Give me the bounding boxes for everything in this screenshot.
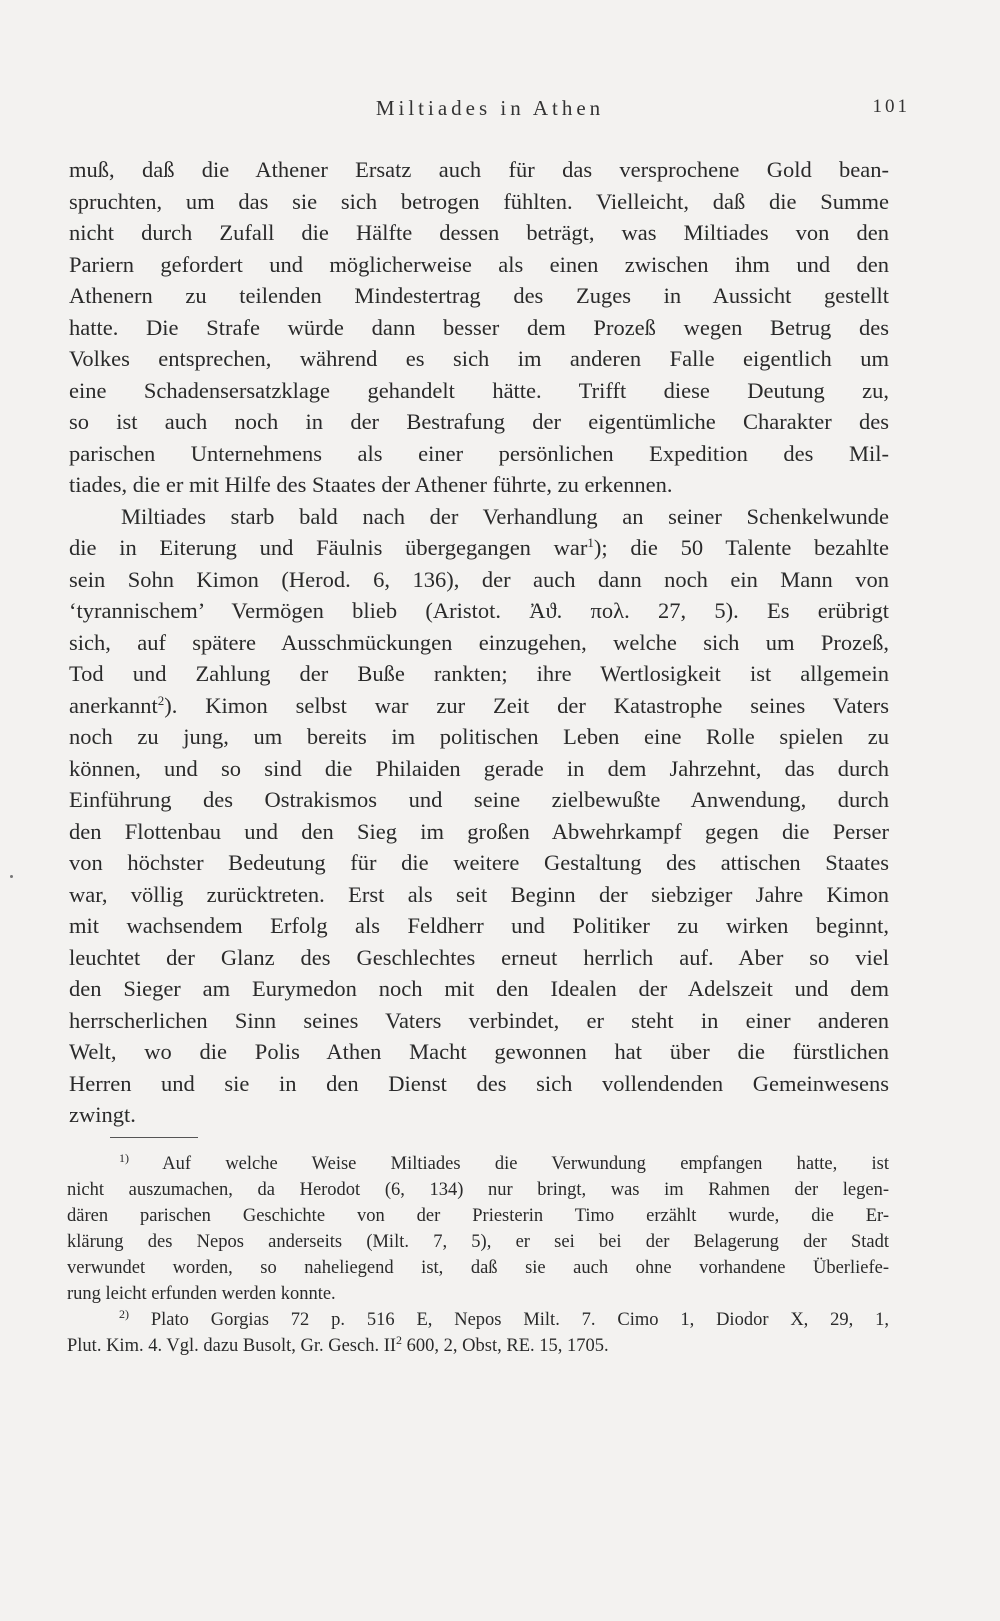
superscript: 2 [396,1333,403,1347]
text-line: Athenern zu teilenden Mindestertrag des Zuges in Aussicht gestellt [69,283,889,308]
text-line: den Sieger am Eurymedon noch mit den Idealen der Adelszeit und dem [69,976,889,1001]
text-line: sich, auf spätere Ausschmückungen einzugehen, welche sich um Prozeß, [69,629,889,655]
text-line: leuchtet der Glanz des Geschlechtes erneut herrlich auf. Aber so viel [69,944,889,970]
text-line: mit wachsendem Erfolg als Feldherr und Politiker zu wirken beginnt, [69,913,889,938]
footnotes [67,1151,889,1359]
text-line: hatte. Die Strafe würde dann besser dem Prozeß wegen Betrug des [69,314,889,340]
text-line: ‘tyrannischem’ Vermögen blieb (Aristot. Ἀϑ. πολ. 27, 5). Es erübrigt [69,598,889,623]
footnote-ref: 1 [587,535,594,550]
footnote-2 [67,1307,889,1333]
text-line: war, völlig zurücktreten. Erst als seit Beginn der siebziger Jahre Kimon [69,881,889,907]
text-line [69,532,889,564]
scan-speck [10,875,13,878]
text-line: so ist auch noch in der Bestrafung der eigentümliche Charakter des [69,409,889,434]
text-line: sein Sohn Kimon (Herod. 6, 136), der auch dann noch ein Mann von [69,566,889,592]
page-number: 101 [872,96,910,117]
footnote-line: verwundet worden, so naheliegend ist, daß sie auch ohne vorhandene Überliefe- [67,1258,889,1278]
text-fragment: Auf welche Weise Miltiades die Verwundung empfangen hatte, ist [162,1154,889,1174]
text-fragment: ); die 50 Talente bezahlte [593,535,889,560]
text-fragment: 600, 2, Obst, RE. 15, 1705. [402,1336,609,1356]
text-line: parischen Unternehmens als einer persönlichen Expedition des Mil- [69,440,889,466]
text-line: von höchster Bedeutung für die weitere Gestaltung des attischen Staates [69,850,889,875]
footnote-line: dären parischen Geschichte von der Priesterin Timo erzählt wurde, die Er- [67,1206,889,1226]
text-fragment: ). Kimon selbst war zur Zeit der Katastrophe seines Vaters [164,692,889,718]
text-line: tiades, die er mit Hilfe des Staates der Athener führte, zu erkennen. [69,472,673,497]
text-line: Herren und sie in den Dienst des sich vollendenden Gemeinwesens [69,1070,889,1096]
text-fragment: Plato Gorgias 72 p. 516 E, Nepos Milt. 7. Cimo 1, Diodor X, 29, 1, [150,1310,889,1330]
footnote-line: klärung des Nepos anderseits (Milt. 7, 5), er sei bei der Belagerung der Stadt [67,1232,889,1252]
text-line: Welt, wo die Polis Athen Macht gewonnen hat über die fürstlichen [69,1039,889,1064]
text-line: Volkes entsprechen, während es sich im anderen Falle eigentlich um [69,346,889,371]
text-line: zwingt. [69,1102,136,1127]
text-line: eine Schadensersatzklage gehandelt hätte. Trifft diese Deutung zu, [69,377,889,403]
text-line: nicht durch Zufall die Hälfte dessen beträgt, was Miltiades von den [69,220,889,245]
text-fragment: die in Eiterung und Fäulnis übergegangen war [69,535,588,560]
text-line: herrscherlichen Sinn seines Vaters verbindet, er steht in einer anderen [69,1007,889,1033]
text-line: können, und so sind die Philaiden gerade in dem Jahrzehnt, das durch [69,755,889,781]
text-line: noch zu jung, um bereits im politischen Leben eine Rolle spielen zu [69,724,889,749]
footnote-mark: 2) [119,1307,129,1321]
main-text [69,154,889,1131]
text-line: spruchten, um das sie sich betrogen fühlten. Vielleicht, daß die Summe [69,188,889,214]
running-title: Miltiades in Athen [375,96,605,120]
text-line: Einführung des Ostrakismos und seine zielbewußte Anwendung, durch [69,787,889,812]
footnote-rule [110,1137,198,1138]
paragraph-start-line: Miltiades starb bald nach der Verhandlung an seiner Schenkelwunde [121,503,889,529]
text-line: muß, daß die Athener Ersatz auch für das versprochene Gold bean- [69,157,889,182]
text-fragment: anerkannt [69,692,158,718]
text-line: den Flottenbau und den Sieg im großen Abwehrkampf gegen die Perser [69,818,889,844]
footnote-line: rung leicht erfunden werden konnte. [67,1284,336,1304]
footnote-ref: 2 [157,692,165,708]
text-line: Pariern gefordert und möglicherweise als einen zwischen ihm und den [69,251,889,277]
text-line [69,690,889,722]
footnote-mark: 1) [119,1151,129,1165]
running-head [70,96,910,126]
footnote-line: nicht auszumachen, da Herodot (6, 134) nur bringt, was im Rahmen der legen- [67,1180,889,1200]
footnote-line [67,1333,889,1359]
text-line: Tod und Zahlung der Buße rankten; ihre Wertlosigkeit ist allgemein [69,661,889,686]
text-fragment: Plut. Kim. 4. Vgl. dazu Busolt, Gr. Gesch. II [67,1336,397,1356]
footnote-1 [67,1151,889,1177]
